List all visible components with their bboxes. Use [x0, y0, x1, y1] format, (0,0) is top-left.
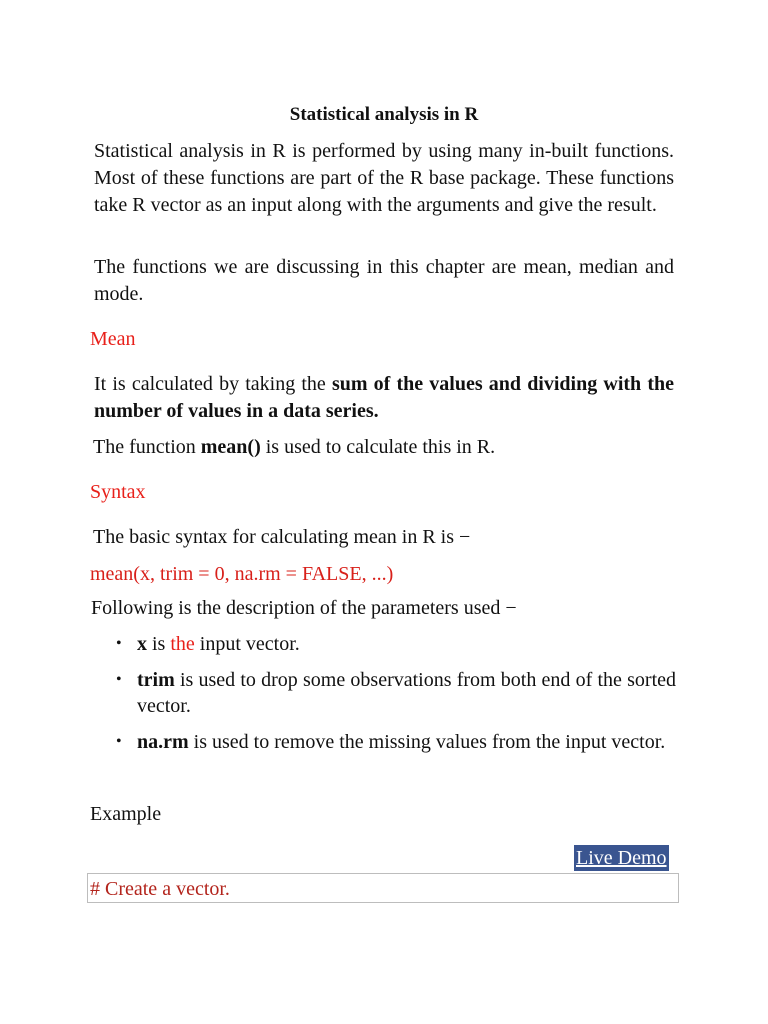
function-line-lead: The function [93, 436, 201, 458]
code-comment: # Create a vector. [90, 878, 230, 900]
bullet-icon: • [116, 635, 122, 652]
param-text: is used to drop some observations from both end of the sorted vector. [137, 669, 676, 717]
param-text-highlight: the [170, 633, 195, 655]
syntax-heading: Syntax [90, 481, 146, 503]
bullet-icon: • [116, 733, 122, 750]
intro-paragraph-2: The functions we are discussing in this chapter are mean, median and mode. [94, 256, 674, 305]
code-block [87, 873, 679, 903]
param-text: is [147, 633, 171, 655]
function-name: mean() [200, 436, 261, 458]
live-demo-link[interactable]: Live Demo [576, 847, 667, 869]
param-name: x [137, 633, 147, 655]
intro-paragraph-1: Statistical analysis in R is performed by using many in-built functions. Most of these functions are part of the R base package. These functions take R vector as an input along with the arguments and give the result. [94, 140, 674, 216]
param-name: trim [137, 669, 175, 691]
param-name: na.rm [137, 731, 189, 753]
param-item-x [110, 631, 676, 657]
function-line-trail: is used to calculate this in R. [260, 436, 496, 458]
param-item-na-rm [110, 729, 676, 755]
bullet-icon: • [116, 671, 122, 688]
params-intro: Following is the description of the parameters used − [91, 597, 517, 619]
function-line [93, 434, 495, 460]
mean-description-lead: It is calculated by taking the [94, 373, 332, 395]
syntax-intro: The basic syntax for calculating mean in R is − [93, 526, 471, 548]
mean-description-bold: sum of the values and dividing with the number of values in a data series. [94, 373, 674, 422]
param-text: is used to remove the missing values from the input vector. [188, 731, 666, 753]
page-title: Statistical analysis in R [289, 104, 479, 125]
syntax-code: mean(x, trim = 0, na.rm = FALSE, ...) [90, 563, 394, 585]
mean-description [94, 371, 674, 425]
example-label: Example [90, 803, 162, 825]
mean-heading: Mean [90, 328, 136, 350]
param-text: input vector. [194, 633, 300, 655]
params-list [110, 631, 676, 755]
param-item-trim [110, 667, 676, 719]
